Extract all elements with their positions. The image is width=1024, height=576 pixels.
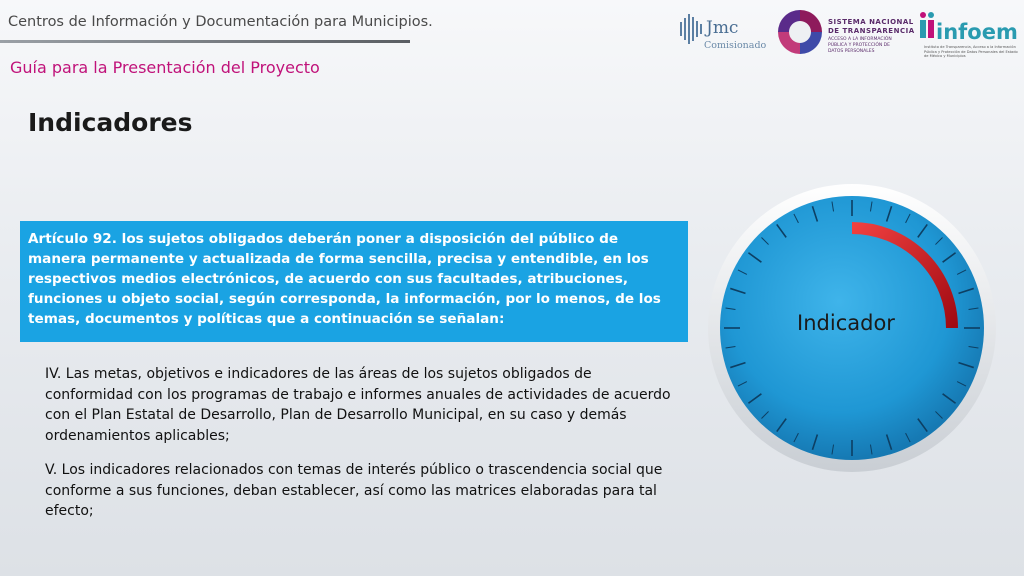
section-subtitle: Guía para la Presentación del Proyecto	[10, 58, 320, 77]
article-92-text: Artículo 92. los sujetos obligados deberán poner a disposición del público de manera permanente y actualizada de forma sencilla, precisa y entendible, en los respectivos medios electrónicos, de acuerdo con sus facultades, atribuciones, funciones u objeto social, según corresponda, la información, por lo menos, de los temas, documentos y políticas que a continuación se señalan:	[28, 231, 661, 327]
jmc-logo-word: Jmc	[706, 18, 739, 38]
paragraph-iv: IV. Las metas, objetivos e indicadores de las áreas de los sujetos obligados de conformidad con los programas de trabajo e informes anuales de actividades de acuerdo con el Plan Estatal de Desarrollo, Plan de Desarrollo Municipal, en su caso y demás ordenamientos aplicables;	[45, 366, 671, 444]
snt-logo-line2: DE TRANSPARENCIA	[828, 27, 915, 35]
indicator-gauge	[706, 182, 998, 474]
snt-ring-icon	[778, 10, 822, 54]
sistema-nacional-transparencia-logo	[776, 8, 915, 56]
infoem-logo	[918, 10, 1018, 58]
jmc-logo-subword: Comisionado	[704, 40, 767, 51]
infoem-logo-word: infoem	[936, 20, 1018, 44]
header-divider	[0, 40, 410, 43]
paragraph-v: V. Los indicadores relacionados con temas de interés público o trascendencia social que conforme a sus funciones, deban establecer, así como las matrices elaboradas para tal efecto;	[45, 462, 663, 519]
jmc-bars-icon	[680, 14, 702, 44]
snt-logo-line3: ACCESO A LA INFORMACIÓN PÚBLICA Y PROTECCIÓN DE DATOS PERSONALES	[828, 37, 892, 54]
snt-logo-line1: SISTEMA NACIONAL	[828, 18, 914, 26]
infoem-logo-tagline: Instituto de Transparencia, Acceso a la Información Pública y Protección de Datos Personales del Estado de México y Municipios	[924, 45, 1018, 58]
article-92-box	[20, 221, 688, 342]
body-text	[45, 364, 677, 536]
slide-title: Indicadores	[28, 108, 193, 137]
gauge-label: Indicador	[797, 311, 895, 335]
jmc-comisionado-logo	[680, 12, 767, 52]
infoem-ii-icon	[920, 12, 936, 38]
header-title: Centros de Información y Documentación para Municipios.	[8, 14, 433, 30]
